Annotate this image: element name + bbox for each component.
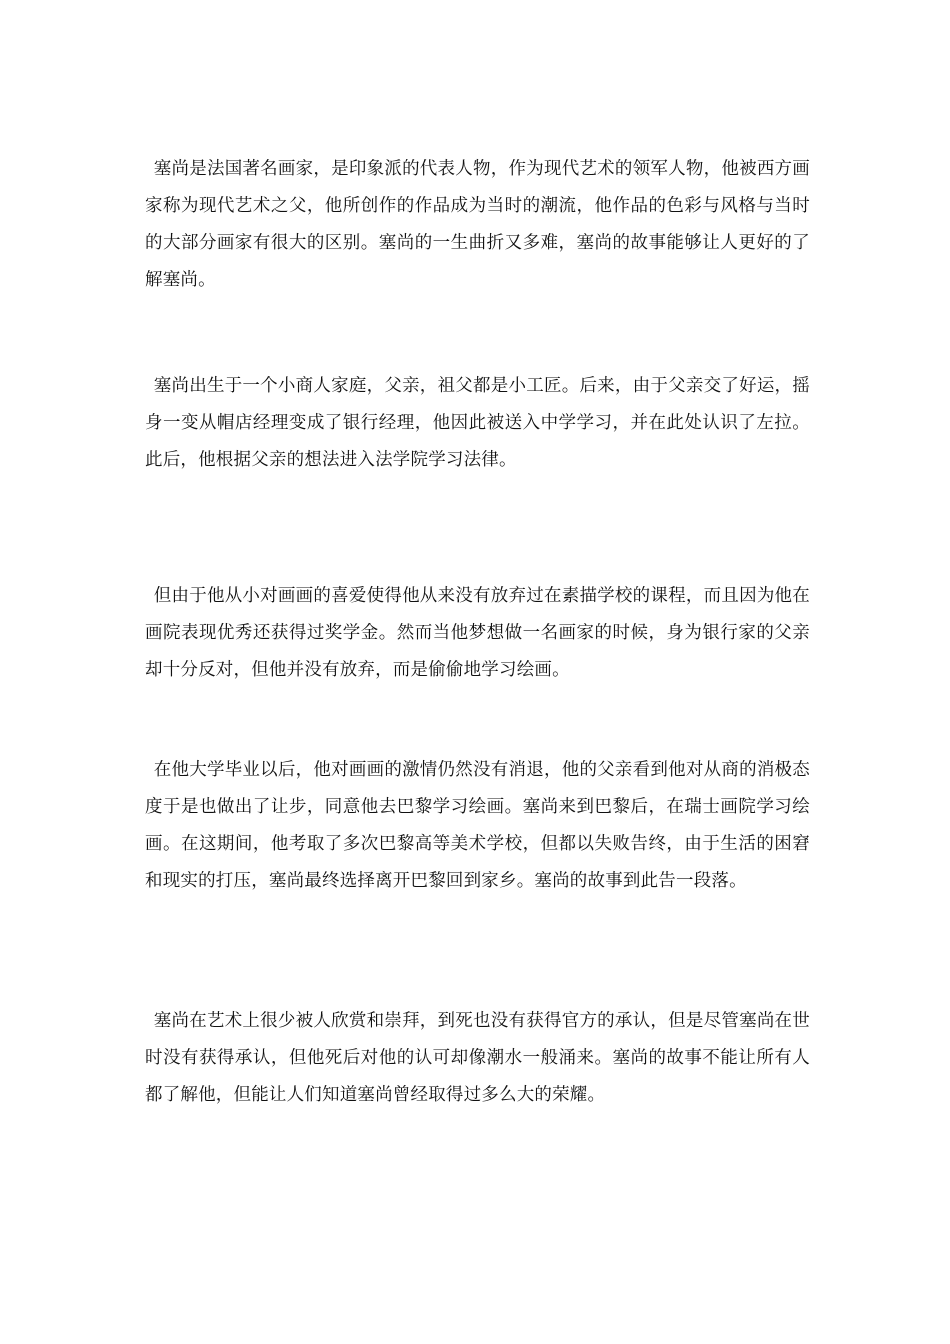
paragraph-early-life: 塞尚出生于一个小商人家庭，父亲，祖父都是小工匠。后来，由于父亲交了好运，摇身一变从帽店经理变成了银行经理，他因此被送入中学学习，并在此处认识了左拉。此后，他根据父亲的想法进入法学院学习法律。 bbox=[145, 376, 810, 470]
paragraph-intro: 塞尚是法国著名画家，是印象派的代表人物，作为现代艺术的领军人物，他被西方画家称为现代艺术之父，他所创作的作品成为当时的潮流，他作品的色彩与风格与当时的大部分画家有很大的区别。塞尚的一生曲折又多难，塞尚的故事能够让人更好的了解塞尚。 bbox=[145, 159, 810, 290]
paragraph-paris-study: 在他大学毕业以后，他对画画的激情仍然没有消退，他的父亲看到他对从商的消极态度于是也做出了让步，同意他去巴黎学习绘画。塞尚来到巴黎后，在瑞士画院学习绘画。在这期间，他考取了多次巴黎高等美术学校，但都以失败告终，由于生活的困窘和现实的打压，塞尚最终选择离开巴黎回到家乡。塞尚的故事到此告一段落。 bbox=[145, 760, 810, 891]
paragraph-legacy: 塞尚在艺术上很少被人欣赏和崇拜，到死也没有获得官方的承认，但是尽管塞尚在世时没有获得承认，但他死后对他的认可却像潮水一般涌来。塞尚的故事不能让所有人都了解他，但能让人们知道塞尚曾经取得过多么大的荣耀。 bbox=[145, 1011, 810, 1105]
paragraph-painting-passion: 但由于他从小对画画的喜爱使得他从来没有放弃过在素描学校的课程，而且因为他在画院表现优秀还获得过奖学金。然而当他梦想做一名画家的时候，身为银行家的父亲却十分反对，但他并没有放弃，而是偷偷地学习绘画。 bbox=[145, 586, 810, 680]
